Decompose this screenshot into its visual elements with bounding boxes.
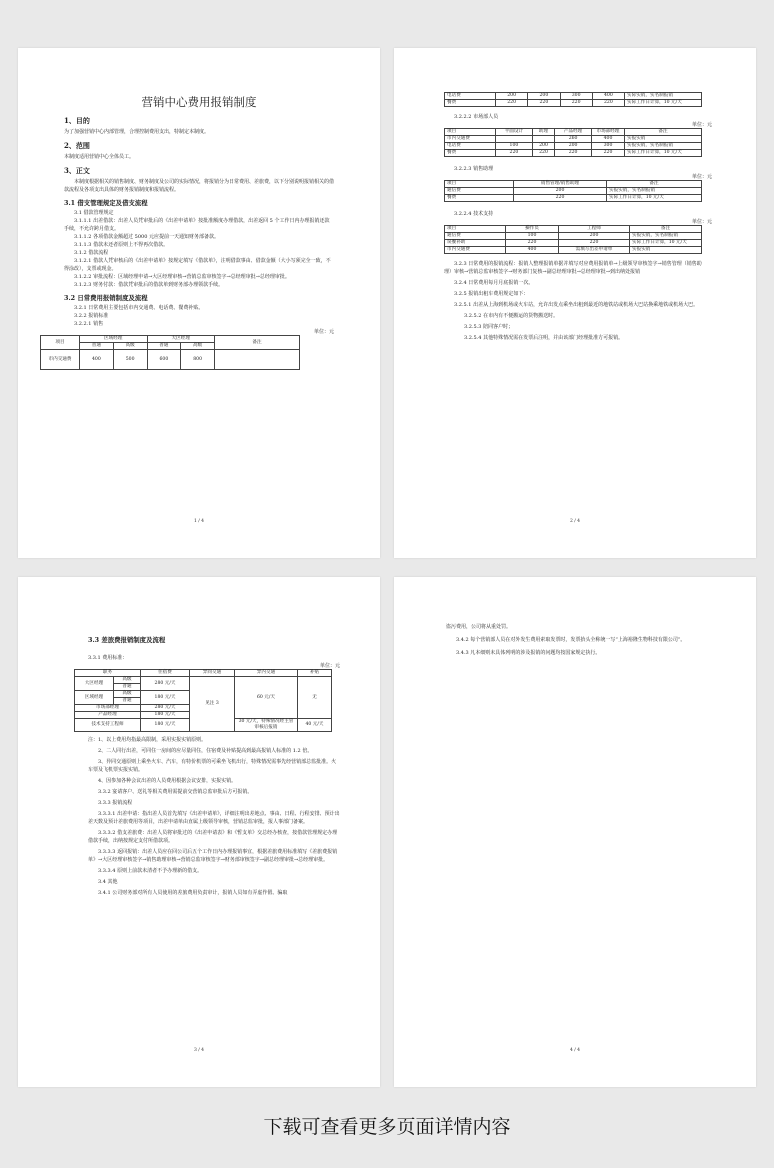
table-header: 工程师 — [559, 226, 630, 233]
table-cell: 餐费 — [445, 150, 496, 157]
table-cell: 220 — [559, 240, 630, 247]
unit-label: 单位：元 — [319, 663, 340, 669]
table-header: 项目 — [445, 226, 506, 233]
table-header: 普通 — [80, 343, 114, 350]
section-heading: 2、范围 — [64, 141, 90, 150]
unit-label: 单位：元 — [691, 219, 712, 225]
paragraph: 3.2.2.3 销售助理 — [454, 166, 494, 172]
document-page-2 — [394, 48, 756, 558]
table-cell: 220 — [496, 150, 533, 157]
paragraph: 3.1.2.3 财务付款：借款凭审批后的借款单到财务部办理领款手续。 — [74, 282, 224, 288]
table-cell: 高级 — [114, 691, 141, 698]
table-cell: 实报实销 — [630, 247, 702, 254]
paragraph: 本制度根据相关的销售制度、财务制度及公司的实际情况，将报销分为日常费用、差旅费，以下分别说明报销相关的借款流程及各项支出具体的财务报销制度和报销流程。 — [64, 179, 335, 193]
table-cell: 普通 — [114, 698, 141, 705]
table-cell: 电话费 — [445, 143, 496, 150]
unit-label: 单位：元 — [691, 122, 712, 128]
paragraph: 3.1.2 借款流程 — [74, 250, 109, 256]
table-cell: 实报实销，实名制报销 — [625, 143, 702, 150]
table-header: 市场部经理 — [592, 129, 625, 136]
paragraph: 盗污费用，公司将从重处罚。 — [446, 624, 512, 630]
table-header: 住宿费 — [141, 670, 190, 677]
paragraph: 3.1.1.2 各项借款金额超过 5000 元应提前一天通知财务部备款。 — [74, 234, 219, 240]
table-cell: 600 — [147, 350, 181, 370]
paragraph: 3.1.1.1 出差借款：出差人员凭审批后的《出差申请单》按批准额度办理借款，出差返回 5 个工作日内办理报销还款手续，不允许跨月借支。 — [64, 218, 330, 232]
table-header: 操作员 — [506, 226, 559, 233]
table-header: 备注 — [625, 129, 702, 136]
paragraph: 3、异同交通原则上乘坐火车、汽车，有特价机票的可乘坐飞机出行，特殊情况需事先经营销部总监批准。火车票及飞机票实报实销。 — [88, 759, 337, 773]
paragraph: 3.2.5.1 出差从上海到机场或火车站，允许出发点乘坐出租到最近的地铁站或机场大巴站换乘地铁或机场大巴。 — [454, 302, 699, 308]
table-cell: 餐费 — [445, 100, 496, 107]
paragraph: 3.2.4 日常费用每月月底报销一次。 — [454, 280, 534, 286]
table-cell: 200 — [532, 143, 554, 150]
table-cell: 400 — [506, 247, 559, 254]
table-cell: 100 — [496, 143, 533, 150]
paragraph: 3.2.2 报销标准 — [74, 313, 109, 319]
paragraph: 为了加强营销中心内部管理，合理控制费用支出，特制定本制度。 — [64, 129, 210, 135]
table-cell: 220 — [555, 150, 592, 157]
paragraph: 3.3.2 宴请客户、送礼等相关费用需提前交营销总监审批后方可报销。 — [98, 789, 253, 795]
document-title: 营销中心费用报销制度 — [141, 95, 257, 109]
table-header: 异内交通 — [235, 670, 298, 677]
paragraph: 3.2.5 报销出租车费用规定如下： — [454, 291, 529, 297]
table-header: 项目 — [445, 129, 496, 136]
section-heading: 3、正文 — [64, 166, 90, 175]
table-cell: 500 — [113, 350, 147, 370]
paragraph: 3.4 其他 — [98, 879, 118, 885]
table-header: 助理 — [532, 129, 554, 136]
table-cell: 实报实销，实名制报销 — [630, 233, 702, 240]
paragraph: 3.4.3 凡本细则未具体列明的涉及报销的问题均按国家规定执行。 — [456, 650, 601, 656]
paragraph: 3.2.5.4 其他特殊情况需在发票后注明，并由该部门经理批准方可报销。 — [464, 335, 624, 341]
document-page-1 — [18, 48, 380, 558]
table-cell: 市场部经理 — [75, 705, 141, 712]
paragraph: 3.2.5.2 在市内有不便搬运的货物搬送时。 — [464, 313, 559, 319]
paragraph: 3.3.3.4 原则上前款未清者不予办理新的借支。 — [98, 868, 203, 874]
paragraph: 3.1.2.1 借款人凭审核后的《出差申请单》按规定填写《借款单》，注明借款事由、借款金额（大小写须完全一致，不得涂改），支票或现金。 — [64, 258, 331, 272]
table-cell: 市内交通费 — [445, 247, 506, 254]
table-header: 高级 — [181, 343, 215, 350]
table-cell: 260 — [555, 136, 592, 143]
top-continued-table — [444, 92, 702, 107]
document-page-3 — [18, 577, 380, 1087]
paragraph: 4、因参加各种会议出差的人员费用根据会议安排，实报实销。 — [98, 778, 237, 784]
paragraph: 3.2.2.2 市场部人员 — [454, 114, 499, 120]
table-header: 项目 — [445, 181, 514, 188]
table-cell: 220 — [496, 100, 528, 107]
tech-support-table — [444, 225, 702, 254]
paragraph: 3.3.3.1 出差申请：指出差人员首先填写《出差申请单》，详细注明出差地点、事由、日程、行程安排、预计出差天数及预计差旅费用等项目，出差申请单由直属上级领导审核，营销总监审批，报人事部门备案。 — [88, 811, 340, 825]
subsection-heading: 3.1 借支管理规定及借支流程 — [64, 199, 148, 207]
paragraph: 3.1.2.2 审批流程：区域经理申请→大区经理审核→营销总监审核签字→总经理审批→总经理审批。 — [74, 274, 290, 280]
paragraph: 3.2.2.4 技术支持 — [454, 211, 494, 217]
table-header: 备注 — [607, 181, 702, 188]
page-number: 1 / 4 — [193, 519, 205, 524]
table-cell: 需填写出差申请单 — [559, 247, 630, 254]
table-cell: 实际实销，实名制报销 — [625, 93, 702, 100]
table-cell: 通信费 — [445, 188, 514, 195]
table-cell: 280 元/天 — [141, 677, 190, 691]
paragraph: 3.2.2.1 销售 — [74, 321, 104, 327]
table-cell: 200 — [528, 93, 560, 100]
table-cell: 60 元/天 — [235, 677, 298, 719]
paragraph: 3.2.5.3 陪同客户时； — [464, 324, 514, 330]
unit-label: 单位：元 — [313, 329, 334, 335]
section-heading: 1、目的 — [64, 116, 90, 125]
table-cell: 市内交通费 — [41, 350, 80, 370]
table-cell: 220 — [514, 195, 607, 202]
table-cell: 误餐补助 — [445, 240, 506, 247]
page-number: 4 / 4 — [569, 1048, 581, 1053]
table-cell: 180 元/天 — [141, 719, 190, 732]
table-cell: 见注 3 — [190, 677, 235, 732]
table-cell: 800 — [181, 350, 215, 370]
paragraph: 3.3.1 费用标准： — [88, 655, 128, 661]
paragraph: 3.3.3 报销流程 — [98, 800, 133, 806]
table-header: 备注 — [630, 226, 702, 233]
table-header: 高级 — [113, 343, 147, 350]
table-cell: 220 — [592, 100, 624, 107]
table-cell: 区域经理 — [75, 691, 114, 705]
paragraph: 3.3.3.2 借支差旅费：出差人员将审批过的《出差申请表》和《暂支单》交总经办核查，按借款管理规定办理借款手续，出纳按规定支付所借款项。 — [88, 830, 338, 844]
table-cell: 180 元/天 — [141, 712, 190, 719]
table-header: 异同交通 — [190, 670, 235, 677]
paragraph: 3.4.2 每个营销部人员在对外发生费用索取发票时，发票抬头全称统一写“上海裕隆生物科技有限公司”。 — [456, 637, 686, 643]
table-cell: 电话费 — [445, 93, 496, 100]
market-staff-table — [444, 128, 702, 157]
unit-label: 单位：元 — [691, 174, 712, 180]
subsection-heading: 3.2 日常费用报销制度及流程 — [64, 294, 148, 302]
table-cell: 高级 — [114, 677, 141, 684]
paragraph: 3.2.3 日常费用的报销流程：报销人整理报销单据并填写对应费用报销单→上级领导审核签字→销售管理（销售助理）审核→营销总监审核签字→财务部门复核→副总经理审批→总经理审批→到出纳处报销 — [444, 261, 702, 275]
table-cell: 280 元/天 — [141, 705, 190, 712]
table-cell: 普通 — [114, 684, 141, 691]
table-header: 备注 — [215, 336, 300, 350]
table-cell: 300 — [560, 93, 592, 100]
table-cell: 实报实销，实名制报销 — [607, 188, 702, 195]
subsection-heading: 3.3 差旅费报销制度及流程 — [88, 636, 166, 644]
table-cell: 220 — [506, 240, 559, 247]
table-cell: 实报实销 — [625, 136, 702, 143]
table-cell — [496, 136, 533, 143]
table-cell: 400 — [592, 136, 625, 143]
table-cell: 220 — [528, 100, 560, 107]
table-cell: 实际工作日计算，10 元/天 — [625, 100, 702, 107]
table-cell: 市内交通费 — [445, 136, 496, 143]
table-cell: 100 — [506, 233, 559, 240]
paragraph: 3.3.3.3 返回报销：出差人员应在回公司后五个工作日内办理报销事宜，根据差旅费用标准填写《差旅费报销单》→大区经理审核签字→销售助理审核→营销总监审核签字→财务部审核签字→副总经理审批→总经理审批。 — [88, 849, 338, 863]
table-header: 大区经理 — [147, 336, 215, 343]
sales-expense-table — [40, 335, 300, 370]
travel-expense-table — [74, 669, 332, 732]
table-header: 项目 — [41, 336, 80, 350]
paragraph: 本制度适用营销中心全体员工。 — [64, 154, 135, 160]
table-header: 职务 — [75, 670, 141, 677]
table-cell: 200 — [496, 93, 528, 100]
table-cell: 400 — [592, 93, 624, 100]
table-header: 平面设计 — [496, 129, 533, 136]
paragraph: 2、二人同行出差，可同住一房间的应尽量同住，住宿费及补贴提高到最高报销人标准的 1.2 倍。 — [98, 748, 313, 754]
table-header: 普通 — [147, 343, 181, 350]
table-cell: 200 — [559, 233, 630, 240]
table-header: 补贴 — [298, 670, 332, 677]
paragraph: 3.1 借款管理规定 — [74, 210, 114, 216]
table-cell: 通信费 — [445, 233, 506, 240]
table-cell: 300 — [592, 143, 625, 150]
table-cell: 220 — [592, 150, 625, 157]
paragraph: 注：1、以上费用均指最高限制，采用实报实销原则。 — [88, 737, 207, 743]
page-number: 2 / 4 — [569, 519, 581, 524]
table-cell: 大区经理 — [75, 677, 114, 691]
table-cell: 餐费 — [445, 195, 514, 202]
table-cell: 30 元/天，特殊情况经主管审核后报销 — [235, 719, 298, 732]
paragraph: 3.4.1 公司财务部对所有人员使用的差旅费用负责审计，报销人员如有弄虚作假、骗取 — [98, 890, 288, 896]
table-cell — [215, 350, 300, 370]
table-cell: 400 — [80, 350, 114, 370]
table-cell: 220 — [532, 150, 554, 157]
table-cell: 200 — [514, 188, 607, 195]
table-cell: 产品经理 — [75, 712, 141, 719]
table-cell: 220 — [560, 100, 592, 107]
table-header: 区域经理 — [80, 336, 148, 343]
paragraph: 3.2.1 日常费用主要包括市内交通费、电话费、餐费补贴。 — [74, 305, 204, 311]
paragraph: 3.1.1.3 借款未还者原则上不得再次借款。 — [74, 242, 169, 248]
table-cell: 40 元/天 — [298, 719, 332, 732]
sales-assistant-table — [444, 180, 702, 202]
table-cell — [532, 136, 554, 143]
table-header: 销售管理/销售助理 — [514, 181, 607, 188]
table-cell: 实际工作日计算，10 元/天 — [625, 150, 702, 157]
table-cell: 实际工作日计算，10 元/天 — [607, 195, 702, 202]
table-header: 产品经理 — [555, 129, 592, 136]
table-cell: 200 — [555, 143, 592, 150]
table-cell: 180 元/天 — [141, 691, 190, 705]
table-cell: 无 — [298, 677, 332, 719]
page-number: 3 / 4 — [193, 1048, 205, 1053]
table-cell: 技术支持工程师 — [75, 719, 141, 732]
download-caption: 下载可查看更多页面详情内容 — [263, 1116, 511, 1138]
table-cell: 实际工作日计算，10 元/天 — [630, 240, 702, 247]
document-page-4 — [394, 577, 756, 1087]
